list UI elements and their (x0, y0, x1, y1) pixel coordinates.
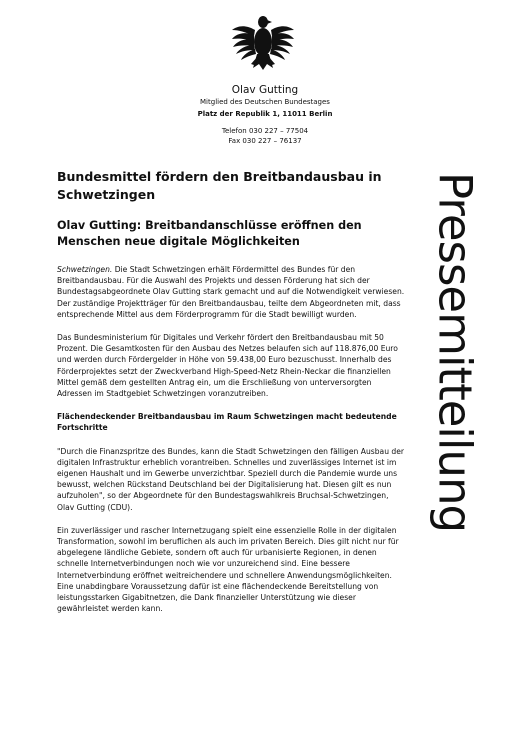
letterhead-role: Mitglied des Deutschen Bundestages (200, 98, 330, 106)
paragraph-1 (57, 264, 407, 320)
paragraph-4: Ein zuverlässiger und rascher Internetzugang spielt eine essenzielle Rolle in der digitalen Transformation, sowohl im beruflichen als auch im privaten Bereich. Dies gilt nicht nur für abgelegene ländliche Gebiete, sondern oft auch für urbanisierte Regionen, in denen schnelle Internetverbindungen noch wie vor unzureichend sind. Eine bessere Internetverbindung eröffnet weitreichendere und schnellere Anwendungsmöglichkeiten. Eine unabdingbare Voraussetzung dafür ist eine flächendeckende Bereitstellung von leistungsstarken Gigabitnetzen, die Dank finanzieller Unterstützung wie dieser gewährleistet werden kann. (57, 525, 399, 614)
article-body (57, 168, 407, 626)
article-subheadline: Olav Gutting: Breitbandanschlüsse eröffnen den Menschen neue digitale Möglichkeiten (57, 219, 362, 248)
letterhead-fax: Fax 030 227 – 76137 (228, 137, 302, 145)
paragraph-1-text: Die Stadt Schwetzingen erhält Fördermittel des Bundes für den Breitbandausbau. Für die Auswahl des Projekts und dessen Förderung hat sich der Bundestagsabgeordnete Olav Gutting stark gemacht und auf die Notwendigkeit verwiesen. Der zuständige Projektträger für den Breitbandausbau, teilte dem Abgeordneten mit, dass entsprechende Mittel aus dem Förderprogramm für die Stadt bewilligt wurden. (57, 265, 405, 319)
letterhead-name: Olav Gutting (231, 84, 299, 96)
letterhead-telefon: Telefon 030 227 – 77504 (221, 127, 309, 135)
article-headline: Bundesmittel fördern den Breitbandausbau in Schwetzingen (57, 169, 382, 202)
dateline: Schwetzingen. (57, 265, 113, 274)
paragraph-3: "Durch die Finanzspritze des Bundes, kann die Stadt Schwetzingen den fälligen Ausbau der digitalen Infrastruktur erheblich vorantreiben. Schnelles und zuverlässiges Internet ist im eigenen Haushalt und im Gewerbe unverzichtbar. Speziell durch die Pandemie wurde uns bewusst, welchen Rückstand Deutschland bei der Digitalisierung hat. Diesen gilt es nun aufzuholen", so der Abgeordnete für den Bundestagswahlkreis Bruchsal-Schwetzingen, Olav Gutting (CDU). (57, 446, 405, 512)
side-label-text: Pressemitteilung (428, 171, 482, 533)
section-title: Flächendeckender Breitbandausbau im Raum Schwetzingen macht bedeutende Fortschritte (57, 412, 397, 433)
paragraph-2: Das Bundesministerium für Digitales und Verkehr fördert den Breitbandausbau mit 50 Prozent. Die Gesamtkosten für den Ausbau des Netzes belaufen sich auf 118.876,00 Euro und werden durch Fördergelder in Höhe von 59.438,00 Euro bezuschusst. Innerhalb des Förderprojektes setzt der Zweckverband High-Speed-Netz Rhein-Neckar die finanziellen Mittel gemäß dem gestellten Antrag ein, um die Erschließung von unterversorgten Adressen im Stadtgebiet Schwetzingen voranzutreiben. (57, 333, 398, 399)
side-label (410, 82, 500, 622)
bundesadler-icon (231, 14, 295, 76)
letterhead-address: Platz der Republik 1, 11011 Berlin (197, 110, 333, 118)
